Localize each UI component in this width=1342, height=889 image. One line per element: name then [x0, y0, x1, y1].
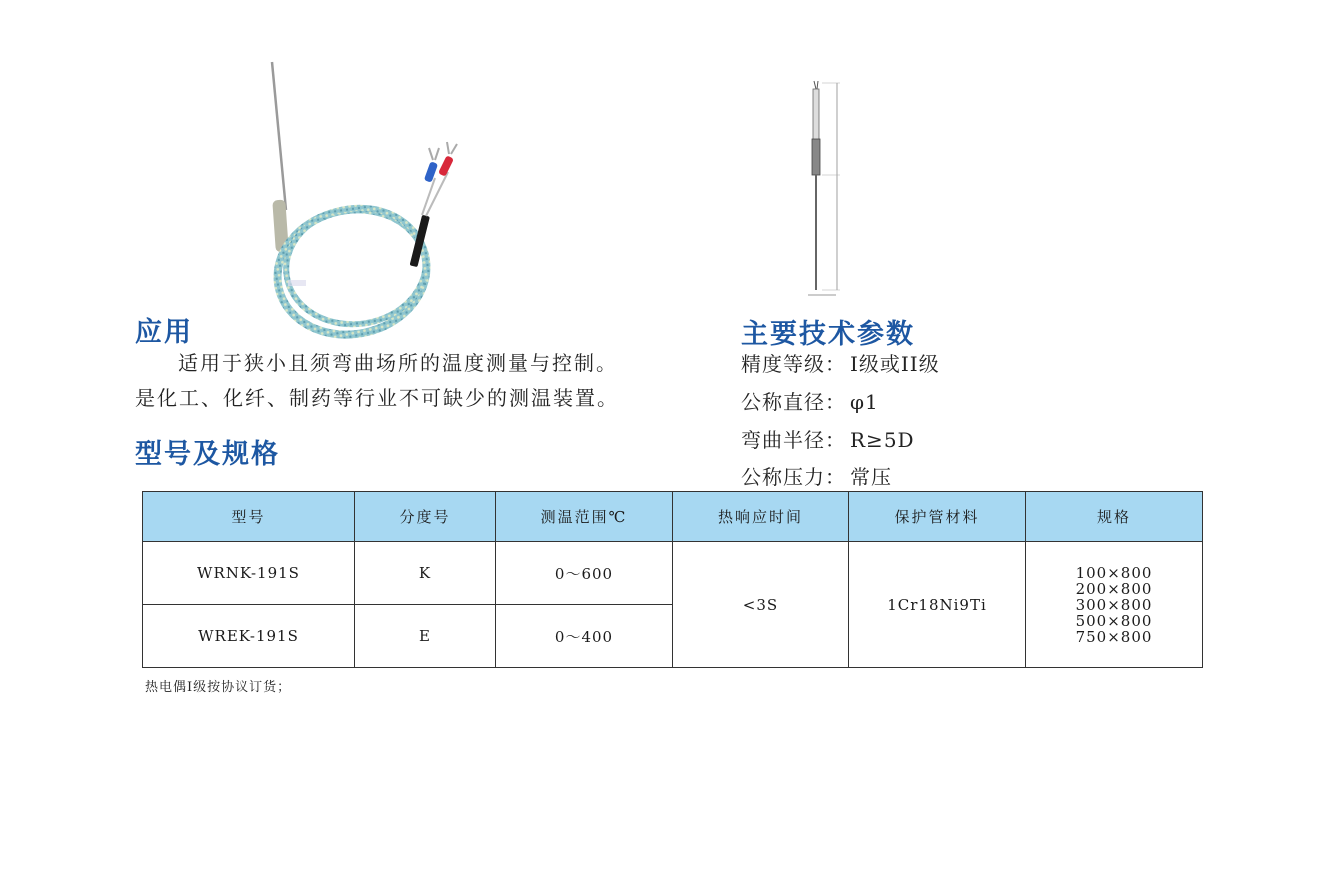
- spec-item: 200×800: [1075, 579, 1153, 598]
- application-text-line1: 适用于狭小且须弯曲场所的温度测量与控制。: [178, 351, 618, 375]
- application-heading: 应用: [135, 317, 193, 348]
- param-label: 弯曲半径：: [741, 428, 846, 452]
- param-accuracy: [741, 348, 940, 377]
- product-photo: [230, 60, 490, 345]
- dimension-drawing: [800, 75, 860, 300]
- header-material: 保护管材料: [849, 492, 1026, 542]
- param-bend-radius: [741, 424, 915, 453]
- param-value: φ1: [850, 390, 879, 414]
- header-spec: 规格: [1026, 492, 1203, 542]
- technical-params-heading: 主要技术参数: [741, 319, 915, 350]
- cell-material: 1Cr18Ni9Ti: [849, 542, 1026, 668]
- param-value: 常压: [850, 465, 892, 489]
- spec-item: 750×800: [1075, 627, 1153, 646]
- param-label: 公称直径：: [741, 390, 846, 414]
- cell-model: WRNK-191S: [143, 542, 355, 605]
- cell-graduation: K: [355, 542, 496, 605]
- header-model: 型号: [143, 492, 355, 542]
- spec-table: [142, 491, 1203, 668]
- model-spec-heading: 型号及规格: [135, 439, 280, 470]
- table-row: [143, 542, 1203, 605]
- cell-response-time: <3S: [673, 542, 849, 668]
- header-range: 测温范围℃: [496, 492, 673, 542]
- param-label: 公称压力：: [741, 465, 846, 489]
- header-response-time: 热响应时间: [673, 492, 849, 542]
- param-pressure: [741, 461, 892, 490]
- cell-range: 0～600: [496, 542, 673, 605]
- footnote: 热电偶I级按协议订货；: [145, 680, 292, 695]
- header-graduation: 分度号: [355, 492, 496, 542]
- cell-range: 0～400: [496, 605, 673, 668]
- param-value: R≥5D: [850, 428, 915, 452]
- param-label: 精度等级：: [741, 352, 846, 376]
- spec-item: 500×800: [1075, 611, 1153, 630]
- application-text-line2: 是化工、化纤、制药等行业不可缺少的测温装置。: [135, 386, 619, 410]
- cell-model: WREK-191S: [143, 605, 355, 668]
- spec-item: 100×800: [1075, 563, 1153, 582]
- param-value: I级或II级: [850, 352, 940, 376]
- spec-list: [1026, 565, 1202, 645]
- table-header-row: [143, 492, 1203, 542]
- spec-item: 300×800: [1075, 595, 1153, 614]
- cell-graduation: E: [355, 605, 496, 668]
- param-diameter: [741, 386, 879, 415]
- cell-spec: [1026, 542, 1203, 668]
